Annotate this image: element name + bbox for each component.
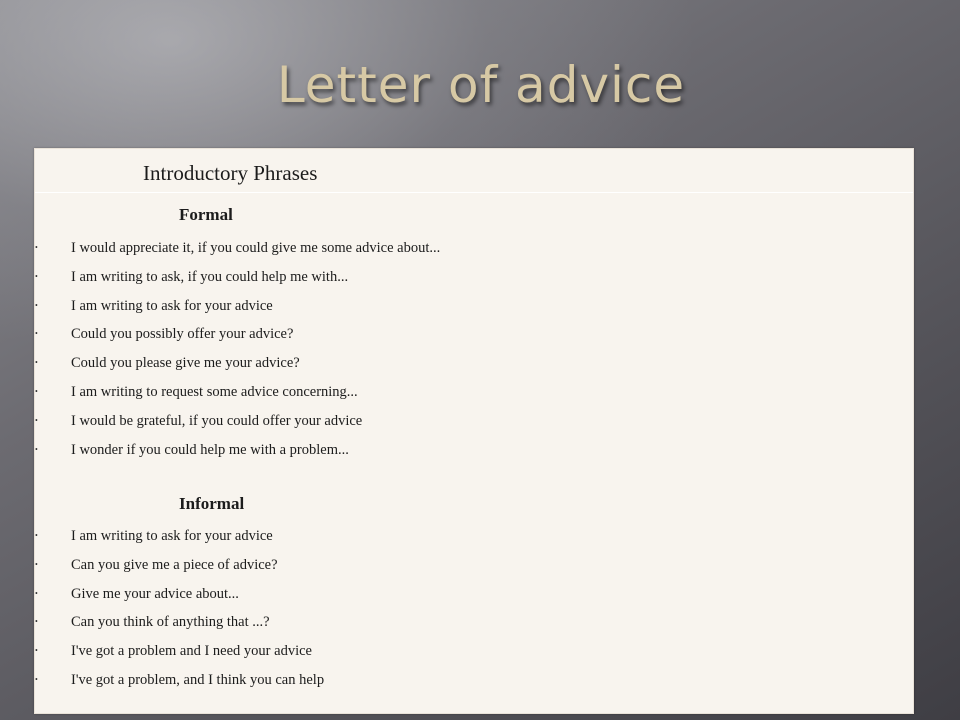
bullet-icon: • <box>35 329 38 339</box>
slide-title: Letter of advice <box>276 56 686 114</box>
phrase-text: I would be grateful, if you could offer your advice <box>71 412 363 429</box>
phrase-text: I wonder if you could help me with a problem... <box>71 441 349 458</box>
bullet-icon: • <box>35 271 38 281</box>
bullet-icon: • <box>35 300 38 310</box>
phrase-text: I am writing to request some advice concerning... <box>71 383 358 400</box>
bullet-icon: • <box>35 617 38 627</box>
bullet-icon: • <box>35 531 38 540</box>
bullet-icon: • <box>35 674 38 684</box>
informal-heading: Informal <box>179 494 245 513</box>
panel-header <box>35 149 913 193</box>
bullet-icon: • <box>35 358 38 368</box>
bullet-icon: • <box>35 415 38 425</box>
phrase-text: Give me your advice about... <box>71 585 239 602</box>
bullet-icon: • <box>35 588 38 598</box>
panel-header-text: Introductory Phrases <box>143 161 318 185</box>
phrase-text: I am writing to ask, if you could help me with... <box>71 268 349 285</box>
bullet-icon: • <box>35 444 38 454</box>
content-panel <box>34 148 914 714</box>
phrase-text: I am writing to ask for your advice <box>71 297 273 314</box>
phrase-text: Can you think of anything that ...? <box>71 614 270 631</box>
phrase-text: Can you give me a piece of advice? <box>71 556 278 573</box>
phrase-text: I've got a problem, and I think you can help <box>71 671 325 688</box>
bullet-icon: • <box>35 559 38 569</box>
bullet-icon: • <box>35 386 38 396</box>
phrase-text: Could you please give me your advice? <box>71 355 300 372</box>
bullet-icon: • <box>35 646 38 656</box>
formal-heading: Formal <box>179 205 233 224</box>
bullet-icon: • <box>35 243 38 252</box>
phrase-text: Could you possibly offer your advice? <box>71 326 294 343</box>
phrase-text: I am writing to ask for your advice <box>71 528 273 544</box>
phrase-text: I've got a problem and I need your advice <box>71 643 312 660</box>
phrase-text: I would appreciate it, if you could give me some advice about... <box>71 240 441 256</box>
